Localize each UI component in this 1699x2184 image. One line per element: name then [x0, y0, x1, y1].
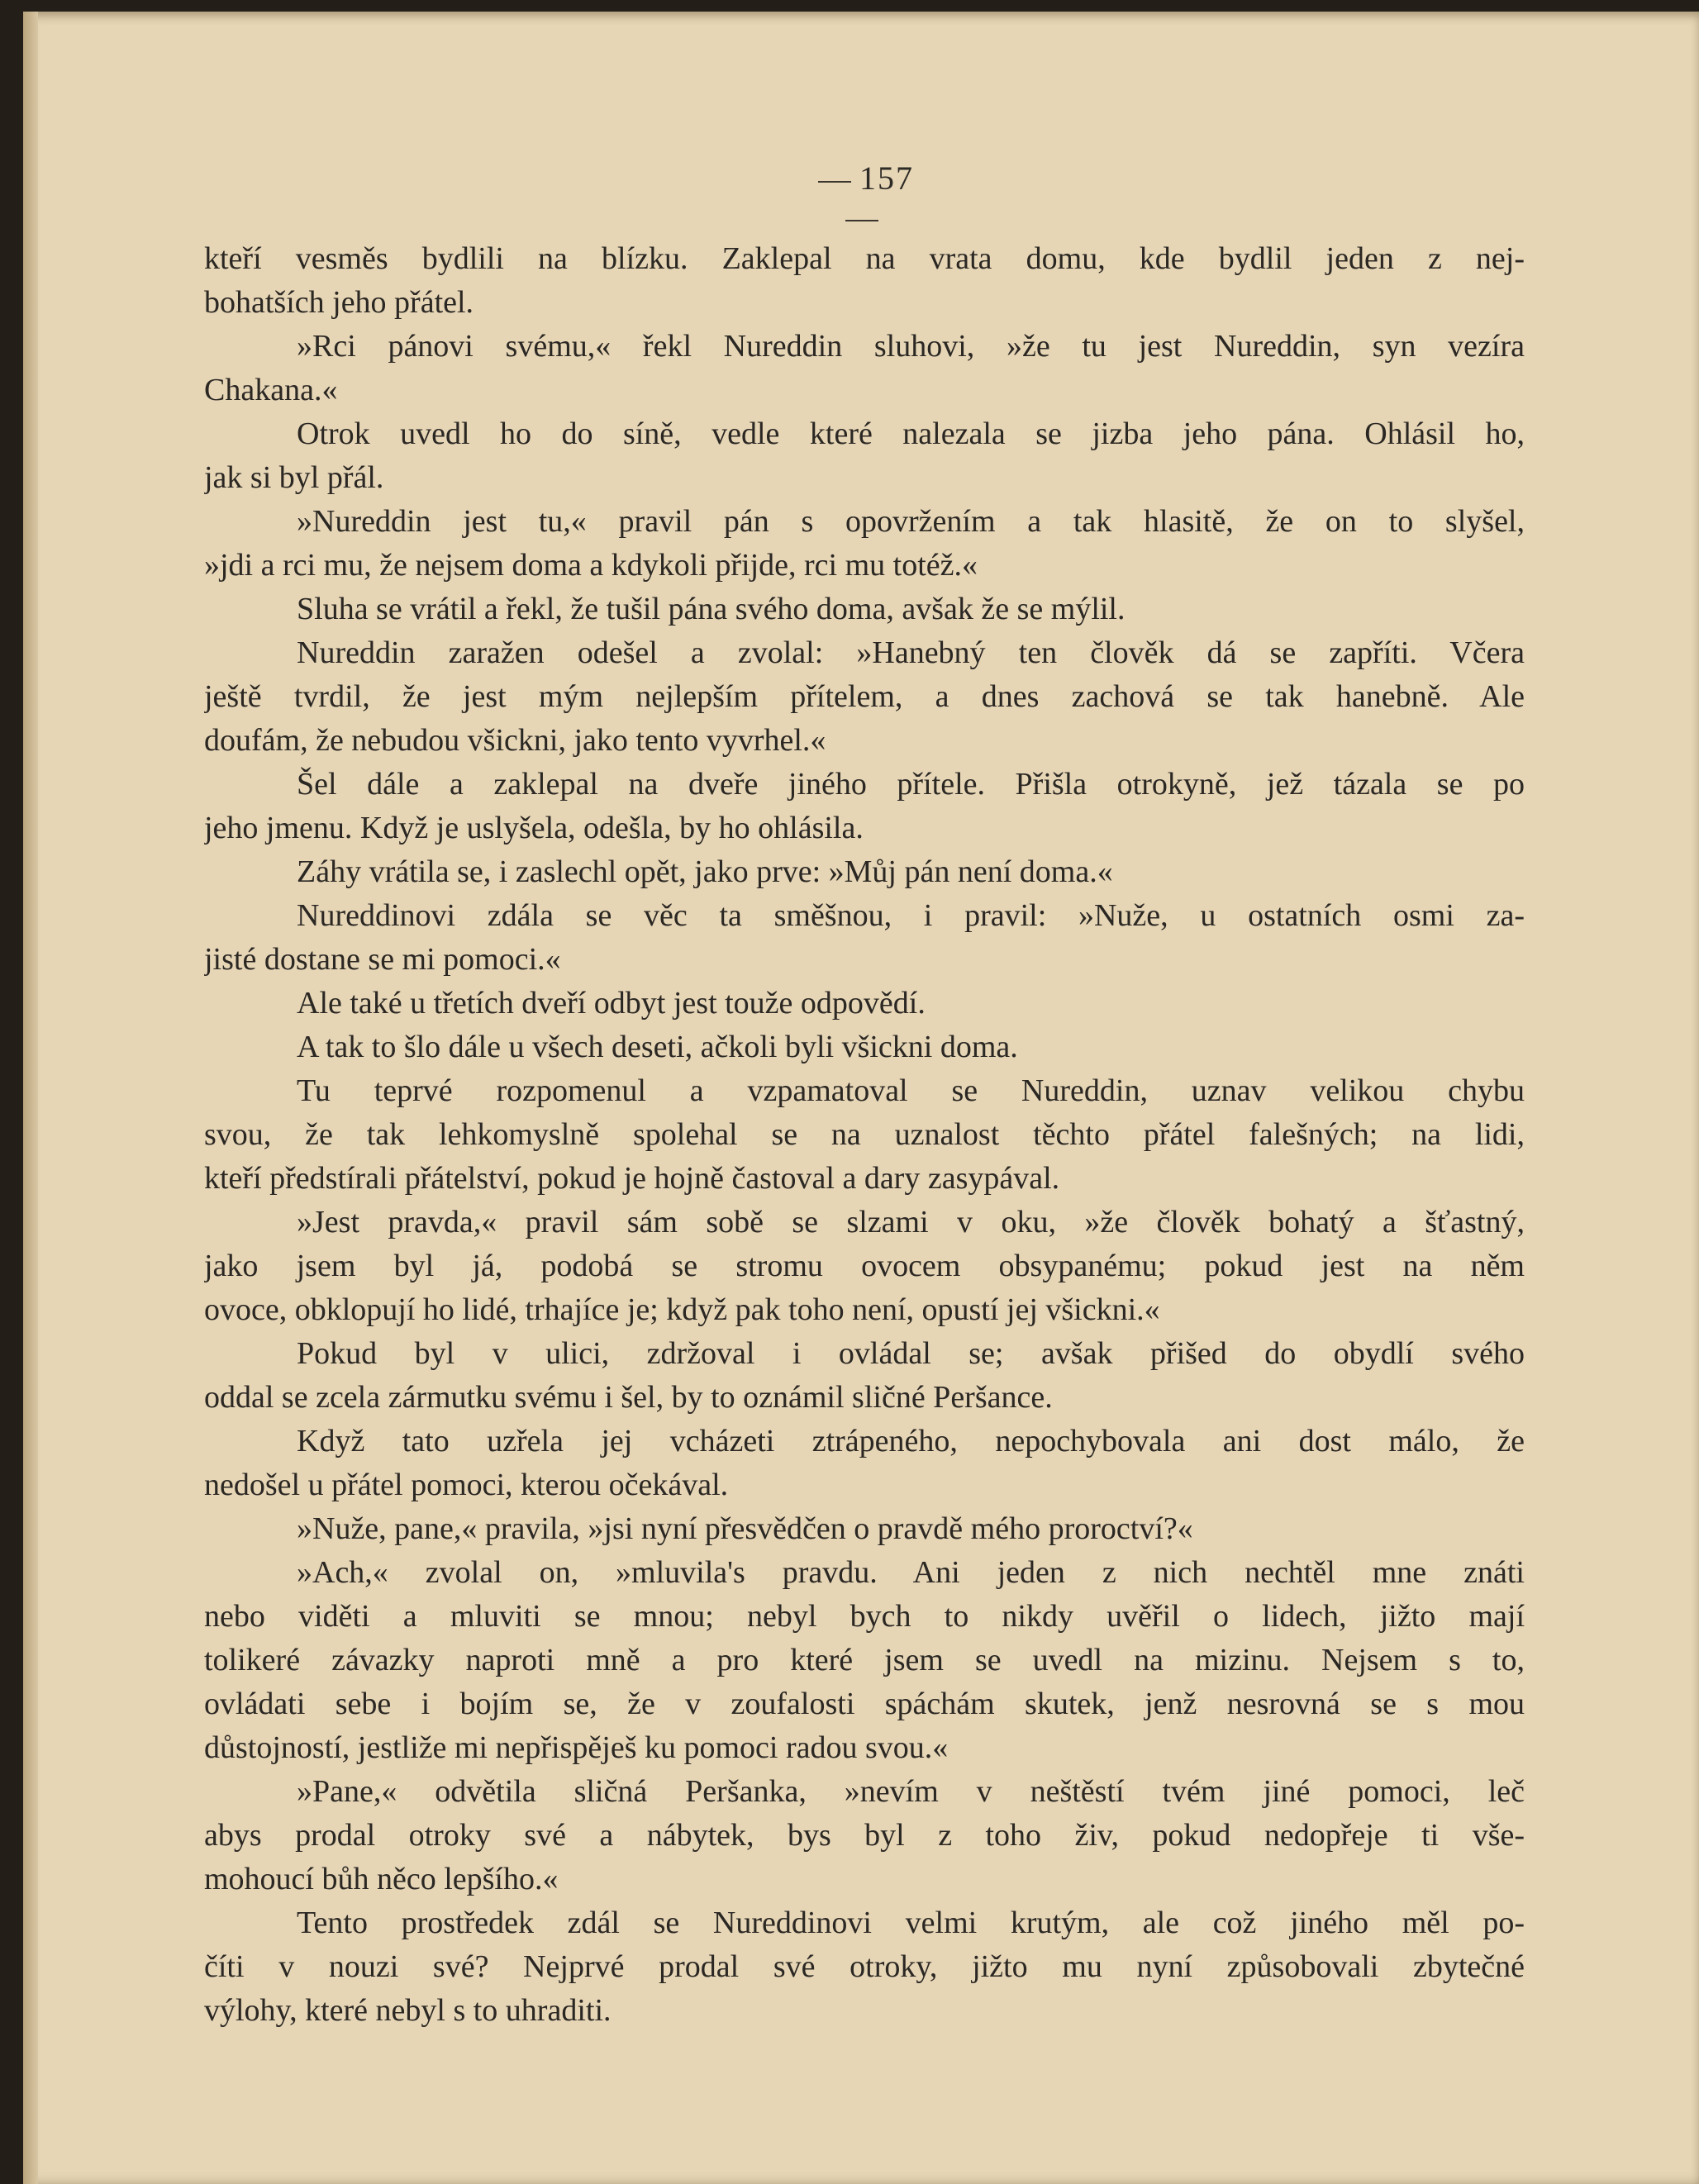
text-line: Když tato uzřela jej vcházeti ztrápeného, nepochybovala ani dost málo, že — [297, 1424, 1525, 1458]
text-line: mohoucí bůh něco lepšího.« — [204, 1862, 559, 1896]
text-line: »Rci pánovi svému,« řekl Nureddin sluhovi, »že tu jest Nureddin, syn vezíra — [297, 329, 1525, 364]
text-line: bohatších jeho přátel. — [204, 285, 474, 320]
text-line: Šel dále a zaklepal na dveře jiného přítele. Přišla otrokyně, jež tázala se po — [297, 767, 1525, 802]
text-line: oddal se zcela zármutku svému i šel, by to oznámil sličné Peršance. — [204, 1380, 1053, 1415]
text-line: nedošel u přátel pomoci, kterou očekával. — [204, 1468, 729, 1502]
page-number: 157 — [792, 159, 932, 236]
page-binding-edge — [23, 12, 38, 2184]
text-line: Tento prostředek zdál se Nureddinovi velmi krutým, ale což jiného měl po- — [297, 1906, 1525, 1940]
text-line: Pokud byl v ulici, zdržoval i ovládal se; avšak přišed do obydlí svého — [297, 1336, 1525, 1371]
body-text — [204, 237, 1525, 2033]
text-line: nebo viděti a mluviti se mnou; nebyl bych to nikdy uvěřil o lidech, jižto mají — [204, 1599, 1525, 1634]
text-line: Nureddin zaražen odešel a zvolal: »Hanebný ten člověk dá se zapříti. Včera — [297, 635, 1525, 670]
text-line: »jdi a rci mu, že nejsem doma a kdykoli přijde, rci mu totéž.« — [204, 548, 978, 583]
text-line: tolikeré závazky naproti mně a pro které jsem se uvedl na mizinu. Nejsem s to, — [204, 1643, 1525, 1677]
text-line: výlohy, které nebyl s to uhraditi. — [204, 1993, 612, 2028]
text-line: jisté dostane se mi pomoci.« — [204, 942, 561, 977]
text-line: ovládati sebe i bojím se, že v zoufalosti spáchám skutek, jenž nesrovná se s mou — [204, 1687, 1525, 1721]
text-line: A tak to šlo dále u všech deseti, ačkoli byli všickni doma. — [297, 1030, 1018, 1064]
text-line: jak si byl přál. — [204, 460, 384, 495]
text-line: Chakana.« — [204, 373, 338, 407]
text-line: jako jsem byl já, podobá se stromu ovocem obsypanému; pokud jest na něm — [204, 1249, 1525, 1283]
text-line: »Nureddin jest tu,« pravil pán s opovržením a tak hlasitě, že on to slyšel, — [297, 504, 1525, 539]
book-page — [23, 12, 1699, 2184]
text-line: svou, že tak lehkomyslně spolehal se na uznalost těchto přátel falešných; na lidi, — [204, 1117, 1525, 1152]
text-line: »Jest pravda,« pravil sám sobě se slzami v oku, »že člověk bohatý a šťastný, — [297, 1205, 1525, 1240]
text-line: Tu teprvé rozpomenul a vzpamatoval se Nureddin, uznav velikou chybu — [297, 1073, 1525, 1108]
text-line: Sluha se vrátil a řekl, že tušil pána svého doma, avšak že se mýlil. — [297, 592, 1126, 626]
text-line: »Pane,« odvětila sličná Peršanka, »nevím v neštěstí tvém jiné pomoci, leč — [297, 1774, 1525, 1809]
text-line: Záhy vrátila se, i zaslechl opět, jako prve: »Můj pán není doma.« — [297, 854, 1113, 889]
text-line: Ale také u třetích dveří odbyt jest touže odpovědí. — [297, 986, 926, 1021]
text-line: ještě tvrdil, že jest mým nejlepším přítelem, a dnes zachová se tak hanebně. Ale — [204, 679, 1525, 714]
text-line: »Nuže, pane,« pravila, »jsi nyní přesvědčen o pravdě mého proroctví?« — [297, 1511, 1193, 1546]
text-line: abys prodal otroky své a nábytek, bys byl z toho živ, pokud nedopřeje ti vše- — [204, 1818, 1525, 1853]
text-line: doufám, že nebudou všickni, jako tento vyvrhel.« — [204, 723, 826, 758]
text-line: kteří předstírali přátelství, pokud je hojně častoval a dary zasypával. — [204, 1161, 1060, 1196]
text-line: číti v nouzi své? Nejprvé prodal své otroky, jižto mu nyní způsobovali zbytečné — [204, 1949, 1525, 1984]
text-line: ovoce, obklopují ho lidé, trhajíce je; když pak toho není, opustí jej všickni.« — [204, 1292, 1160, 1327]
text-line: Nureddinovi zdála se věc ta směšnou, i pravil: »Nuže, u ostatních osmi za- — [297, 898, 1525, 933]
text-line: Otrok uvedl ho do síně, vedle které nalezala se jizba jeho pána. Ohlásil ho, — [297, 416, 1525, 451]
text-line: »Ach,« zvolal on, »mluvila's pravdu. Ani jeden z nich nechtěl mne znáti — [297, 1555, 1525, 1590]
text-line: jeho jmenu. Když je uslyšela, odešla, by ho ohlásila. — [204, 811, 864, 845]
text-line: důstojností, jestliže mi nepřispěješ ku pomoci radou svou.« — [204, 1730, 949, 1765]
text-line: kteří vesměs bydlili na blízku. Zaklepal na vrata domu, kde bydlil jeden z nej- — [204, 241, 1525, 276]
